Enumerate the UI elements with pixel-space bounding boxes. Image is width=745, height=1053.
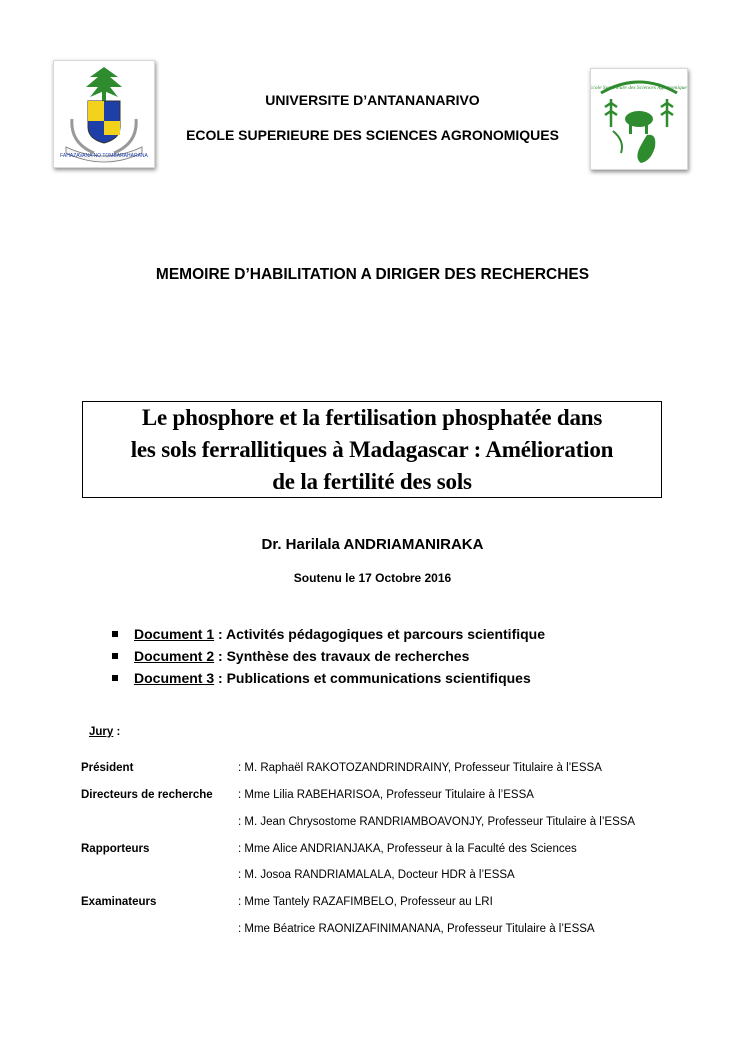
thesis-title-line: de la fertilité des sols xyxy=(272,468,472,494)
document-1-desc: : Activités pédagogiques et parcours scientifique xyxy=(214,626,546,642)
document-item xyxy=(110,645,545,667)
school-name: ECOLE SUPERIEURE DES SCIENCES AGRONOMIQUES xyxy=(186,127,559,143)
thesis-title-line: les sols ferrallitiques à Madagascar : Amélioration xyxy=(130,436,614,462)
documents-list xyxy=(110,623,545,689)
jury-role: Rapporteurs xyxy=(81,843,150,855)
thesis-title-line: Le phosphore et la fertilisation phosphatée dans xyxy=(141,404,603,430)
document-2-desc: : Synthèse des travaux de recherches xyxy=(214,648,470,664)
essa-logo xyxy=(590,68,688,170)
jury-role: Directeurs de recherche xyxy=(81,789,213,801)
university-emblem-icon xyxy=(54,61,154,167)
defense-date: Soutenu le 17 Octobre 2016 xyxy=(293,571,452,585)
jury-member: : Mme Lilia RABEHARISOA, Professeur Titulaire à l’ESSA xyxy=(238,789,534,801)
document-3-desc: : Publications et communications scientifiques xyxy=(214,670,531,686)
essa-emblem-icon xyxy=(591,69,687,169)
right-logo-motto: Ecole Supérieure des Sciences Agronomiques xyxy=(591,85,687,91)
author-name: Dr. Harilala ANDRIAMANIRAKA xyxy=(261,536,484,553)
document-3-link[interactable]: Document 3 xyxy=(134,670,215,686)
jury-member: : Mme Alice ANDRIANJAKA, Professeur à la Faculté des Sciences xyxy=(238,843,577,855)
jury-heading xyxy=(89,726,120,738)
document-item xyxy=(110,667,545,689)
left-logo-motto: FAHAZAVANA NO TOMBARAHARANA xyxy=(60,153,148,159)
jury-member: : M. Josoa RANDRIAMALALA, Docteur HDR à l’ESSA xyxy=(238,869,515,881)
jury-member: : M. Raphaël RAKOTOZANDRINDRAINY, Professeur Titulaire à l’ESSA xyxy=(238,762,602,774)
bullet-icon xyxy=(112,653,118,659)
document-2-link[interactable]: Document 2 xyxy=(134,648,215,664)
jury-member: : M. Jean Chrysostome RANDRIAMBOAVONJY, Professeur Titulaire à l’ESSA xyxy=(238,816,636,828)
memoire-type: MEMOIRE D’HABILITATION A DIRIGER DES RECHERCHES xyxy=(155,266,590,283)
bullet-icon xyxy=(112,631,118,637)
jury-label: Jury xyxy=(89,726,114,738)
university-name: UNIVERSITE D’ANTANANARIVO xyxy=(265,92,480,108)
university-logo xyxy=(53,60,155,168)
document-1-link[interactable]: Document 1 xyxy=(134,626,215,642)
thesis-title xyxy=(131,402,614,498)
thesis-title-box xyxy=(82,401,662,498)
jury-member: : Mme Béatrice RAONIZAFINIMANANA, Professeur Titulaire à l’ESSA xyxy=(238,923,595,935)
bullet-icon xyxy=(112,675,118,681)
jury-role: Président xyxy=(81,762,134,774)
document-item xyxy=(110,623,545,645)
jury-role: Examinateurs xyxy=(81,896,157,908)
jury-label-suffix: : xyxy=(113,726,121,738)
jury-member: : Mme Tantely RAZAFIMBELO, Professeur au LRI xyxy=(238,896,493,908)
